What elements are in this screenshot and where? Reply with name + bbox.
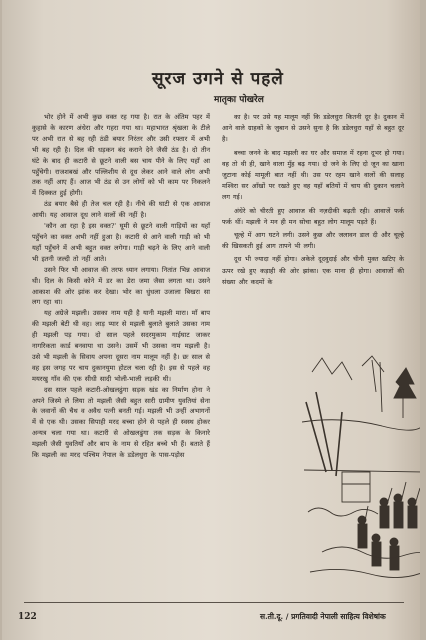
paragraph: उसने फिर भी आवाज की तरफ ध्यान लगाया। नितांत भिन्न आवाज थी। दिल के किसी कोने में डर का डेरा जमा जैसा लगता था। उसने आकाश की ओर झांक कर देखा। भोर का धुंधला उजाला बिखरा सा लग रहा था। [32,265,210,307]
story-title: सूरज उगने से पहले [152,69,284,89]
author-name: मातृका पोखरेल [214,95,264,105]
paragraph: दस साल पहले कटारी-ओखलढुंगा सड़क खंड का निर्माण होना ने अपने जिस्मे ले लिया तो मझली जैसी बहुत सारी ग्रामीण युवतियां सेना के जवानों की चैथ व अवैध पत्नी बनती गई। मझली भी उन्हीं अभागनों में से एक थी। उसका सिपाही मरद बच्चा होने से पहले ही स्वस्थ होकर अन्यत्र चला गया था। कटारी से ओखलढुंगा तक सड़क के किनारे मझली जैसी युवतियाँ और बाप के नाम से रहित बच्चे भी हैं। बताते हैं कि मझली का मरद पश्चिम नेपाल के डडेलधुरा के पास-पड़ोस [32,385,210,460]
sketch-drawing [302,352,420,592]
paragraph: का है। पर उसे यह मालूम नहीं कि डडेलधुरा कितनी दूर है। दुकान में आने वाले ग्राहकों के जुबान से उसने सुना है कि डडेलधुरा यहाँ से बहुत दूर है। [222,113,404,144]
paragraph: ठंड बयार बैसे ही तेज चल रही है। नीचे की घाटी से एक आवाज आयी। यह आवाज दूध लाने वालों की नहीं है। [32,200,210,220]
publication-title: स.ती.दू. / प्रगतिवादी नेपाली साहित्य विशेषांक [260,612,386,621]
footer-divider [24,602,404,603]
book-page [2,0,420,640]
paragraph: भोर होने में अभी कुछ वक्त रह गया है। रात के अंतिम पहर में कुहासे के कारण अंधेरा और गहरा गया था। महाभारत श्रृंखला के टीले पर अभी रात से बह रही ठंडी बयार निरंतर और उसी रफ्तार में अभी भी बह रही है। दिल की धड़कन बंद कराने देने जैसी ठंड है। दो तीन घंटे के बाद ही कटारी से छूटने वाली बस चाय पीने के लिए यहाँ आ पहुँचेगी। राजशबखं और पल्लिशीय से दूध लेकर आने वाले लोग अभी तक नहीं आए हैं। आज भी ठंड से उन लोगों को भी काम पर निकलने में दिक्कत हुई होगी। [32,113,210,198]
story-illustration [302,352,420,592]
paragraph: बच्चा जनने के बाद मझली का घर और समाज में रहना दूभर हो गया। वह तो थी ही, खाने वाला मुँह बढ़ गया। दो जने के लिए दो जून का खाना जुटाना कोई मामूली बात नहीं थी। उस पर रहम खाने वालों की सलाह मश्विरा सर आँखों पर रखते हुए वह यहाँ बतियों में चाय की दुकान चलाने लग गई। [222,148,404,202]
paragraph: दूध भी ज्यादा नहीं होगा। अकेले दूदवुदाई और चीनी मुक्त खटिए के ऊपर रखे हुए कड़ाही की ओर झांका। एक माना ही होगा। आवाजों की संख्या और कदमों के [222,255,404,286]
page-number: 122 [18,612,37,622]
right-column [222,112,404,290]
paragraph: अंधेरे को चीरती हुए आवाज की नज़दीकी बढ़ती रही। आवाजें फर्क फर्क थीं। मझली ने मन ही मन सोचा बहुत लोग मालूम पड़ते हैं। [222,206,404,226]
paragraph: चूल्हे में आग घटने लगी। उसने कुछ और जलावन डाल दी और चूल्हे की खिसकती हुई आग तापने भी लगी। [222,231,404,251]
paragraph: यह अग्रेजे मझली। उसका नाम यही है यानी मझली मारा। माँ बाप की मझली बेटी थी वह। लाड़ प्यार से मझली बुलाते बुलाते उसका नाम ही मझली पड़ गया। दो साल पहले सदरमुकाम गाईघाट जाकर नागरिकता कार्ड बनवाया था उसने। उसमें भी उसका नाम मझली है। उसे भी मझली के सिवाय अपना दूसरा नाम मालूम नहीं है। छः साल से वह इस जगह पर चाय दुकानयुमा होटल चला रही है। इस से पहले वह मयरखु गाँव की एक सीधी सादी भोली-भाली लड़की थी। [32,309,210,383]
paragraph: 'कौन आ रहा है इस वक्त?' घूमी से छूटने वाली गाड़ियों का यहाँ पहुँचने का वक्त अभी नहीं हुआ है। कटारी से आने वाली गाड़ी को भी यहाँ पहुँचने में अभी बहुत वक्त लगेगा। गाड़ी चढ़ने के लिए आने वाली भी इतनी जल्दी तो नहीं आते। [32,222,210,263]
left-column [32,112,210,461]
